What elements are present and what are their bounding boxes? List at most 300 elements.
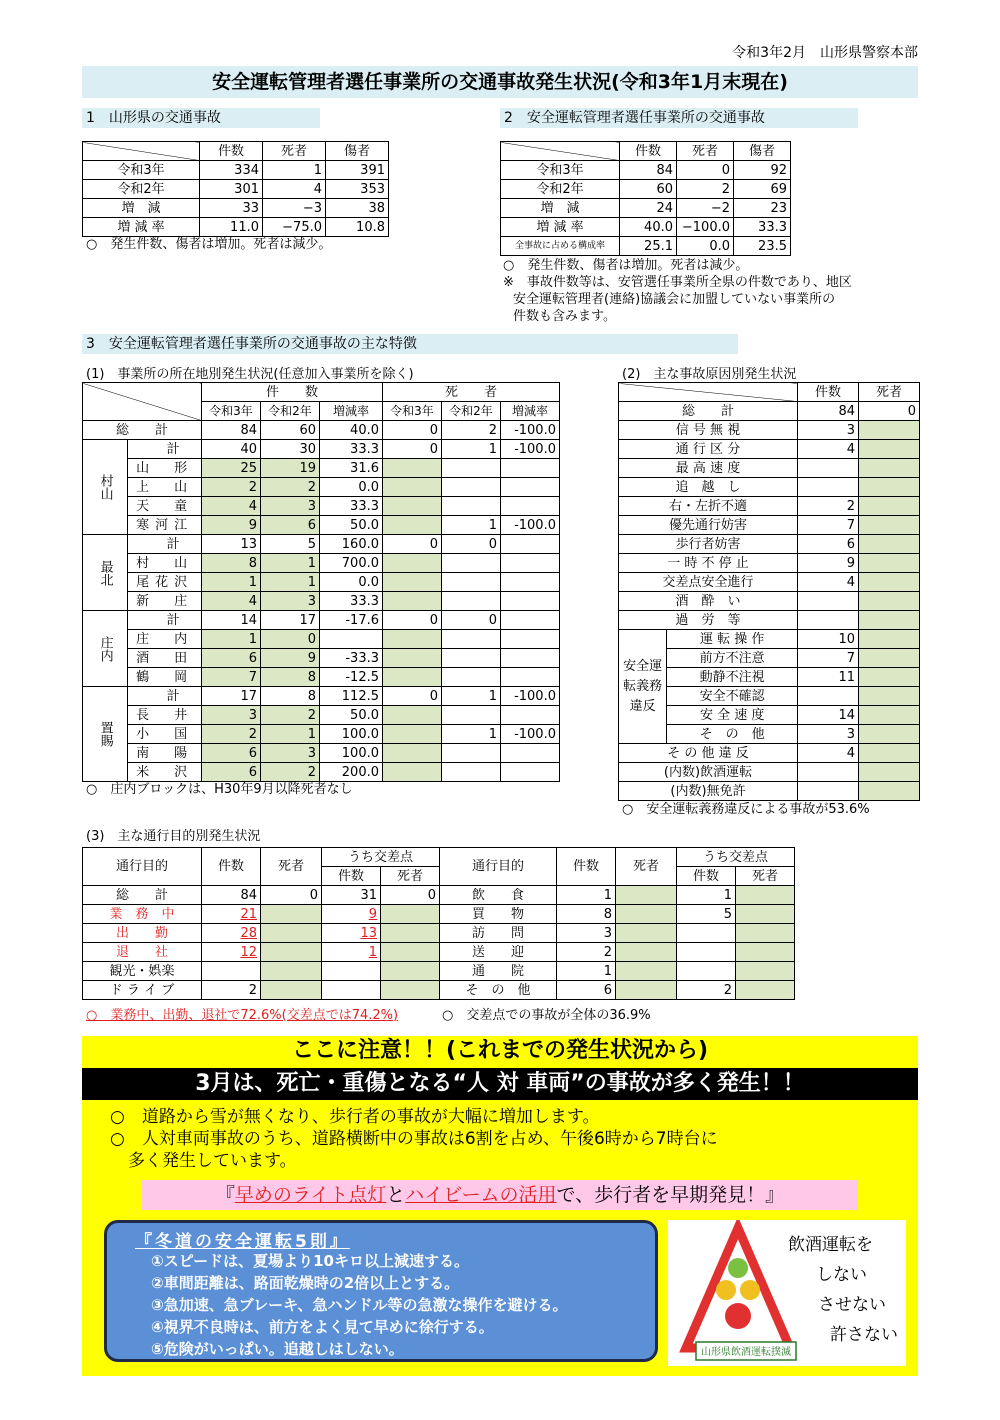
table-cell: -100.0 [501, 421, 560, 440]
block-label: 最北 [83, 535, 128, 611]
table-cell [381, 981, 440, 1000]
table-cell: 200.0 [320, 763, 383, 782]
table-cell: 0.0 [320, 478, 383, 497]
table-cell [677, 962, 736, 981]
table-cell: 10.8 [326, 218, 389, 237]
section-1-title: 1 山形県の交通事故 [82, 108, 320, 128]
table-cell: 0 [442, 535, 501, 554]
table-cell: −100.0 [677, 218, 734, 237]
winter-rules-box [104, 1220, 658, 1362]
table-cell: 3 [798, 725, 859, 744]
table-cell: 1 [202, 573, 261, 592]
row-label: 村 山 [128, 554, 202, 573]
table-cell [442, 668, 501, 687]
table-row [83, 535, 560, 554]
table-row [619, 630, 920, 649]
table-cell: 100.0 [320, 744, 383, 763]
row-label: (内数)無免許 [619, 782, 798, 801]
table-row [619, 516, 920, 535]
col-header: 傷者 [734, 142, 791, 161]
table-cell: 69 [734, 180, 791, 199]
purpose-table [82, 847, 795, 1000]
table-row [83, 905, 795, 924]
table-cell: 1 [202, 630, 261, 649]
table-cell: 40.0 [620, 218, 677, 237]
table-cell: 1 [442, 687, 501, 706]
table-cell [383, 744, 442, 763]
col-header: 件数 [557, 848, 616, 886]
table-row [83, 668, 560, 687]
table-cell: 30 [261, 440, 320, 459]
table-cell [798, 782, 859, 801]
table-row [619, 440, 920, 459]
table-cell: 4 [798, 440, 859, 459]
table-cell: 25 [202, 459, 261, 478]
table-cell: -12.5 [320, 668, 383, 687]
table-cell: 33.3 [734, 218, 791, 237]
table-cell: 31 [322, 886, 381, 905]
poster-line-3: させない [818, 1295, 886, 1315]
table-cell [442, 706, 501, 725]
table-cell [442, 744, 501, 763]
row-label: 令和3年 [501, 161, 620, 180]
col-header: 令和2年 [261, 402, 320, 421]
table-cell [859, 706, 920, 725]
table-cell [736, 962, 795, 981]
poster-seal-text: 山形県飲酒運転撲滅 [701, 1347, 791, 1358]
row-label: そ の 他 [440, 981, 557, 1000]
table-cell: 2 [202, 725, 261, 744]
slogan-open: 『 [215, 1184, 235, 1206]
row-label: 総 計 [83, 886, 202, 905]
table-cell: 23 [734, 199, 791, 218]
table-cell: 8 [261, 687, 320, 706]
row-label: 南 陽 [128, 744, 202, 763]
group-label: 安全運転義務違反 [619, 630, 667, 744]
table-cell: 1 [557, 962, 616, 981]
table-cell: -100.0 [501, 516, 560, 535]
t3-title: (3) 主な通行目的別発生状況 [86, 829, 261, 844]
table-cell: 0 [381, 886, 440, 905]
header-date-org: 令和3年2月 山形県警察本部 [732, 45, 918, 61]
col-header: 令和2年 [442, 402, 501, 421]
table-cell [261, 981, 322, 1000]
table-cell [501, 668, 560, 687]
row-label: (内数)飲酒運転 [619, 763, 798, 782]
block-label: 置賜 [83, 687, 128, 782]
table-cell [381, 962, 440, 981]
slogan-red-2: ハイビームの活用 [405, 1184, 557, 1206]
table-cell: 33.3 [320, 440, 383, 459]
table-cell [383, 725, 442, 744]
table-cell: 160.0 [320, 535, 383, 554]
table-cell: 9 [798, 554, 859, 573]
table-row [619, 744, 920, 763]
table-cell: 13 [322, 924, 381, 943]
table-cell: 4 [202, 592, 261, 611]
table-cell [383, 592, 442, 611]
table-cell: 8 [202, 554, 261, 573]
table-cell: 1 [442, 725, 501, 744]
table-cell: 10 [798, 630, 859, 649]
warning-line-2a: ○ 人対車両事故のうち、道路横断中の事故は6割を占め、午後6時から7時台に [110, 1129, 718, 1149]
poster-emblem-icon [668, 1220, 906, 1366]
corner-cell [619, 383, 798, 402]
table-row [501, 161, 791, 180]
table-cell: -100.0 [501, 440, 560, 459]
s1-note: ○ 発生件数、傷者は増加。死者は減少。 [86, 237, 332, 252]
col-header: 死者 [677, 142, 734, 161]
row-label: 計 [128, 535, 202, 554]
col-header: 死者 [261, 848, 322, 886]
table-cell [859, 611, 920, 630]
block-label: 庄内 [83, 611, 128, 687]
row-label: 酒 田 [128, 649, 202, 668]
table-cell [798, 459, 859, 478]
col-header: 傷者 [326, 142, 389, 161]
table-row [619, 573, 920, 592]
table-cell: 2 [261, 706, 320, 725]
table-row [83, 649, 560, 668]
table-cell: 4 [798, 744, 859, 763]
row-label: 信 号 無 視 [619, 421, 798, 440]
rule-item: ③急加速、急ブレーキ、急ハンドル等の急激な操作を避ける。 [151, 1296, 568, 1314]
total-row [619, 402, 920, 421]
table-cell: 3 [261, 497, 320, 516]
table-cell: 9 [261, 649, 320, 668]
table-cell: 0 [383, 535, 442, 554]
table-row [619, 782, 920, 801]
table-row [83, 962, 795, 981]
row-label: 飲 食 [440, 886, 557, 905]
table-cell: 6 [557, 981, 616, 1000]
poster-line-2: しない [816, 1265, 867, 1285]
block-label: 村山 [83, 440, 128, 535]
table-cell: 301 [200, 180, 263, 199]
table-cell: 0 [383, 440, 442, 459]
table-row [83, 687, 560, 706]
table-row [83, 161, 389, 180]
table-row [619, 478, 920, 497]
row-label: 通 行 区 分 [619, 440, 798, 459]
table-cell [859, 630, 920, 649]
col-header: 通行目的 [83, 848, 202, 886]
table-row [83, 744, 560, 763]
table-cell [859, 782, 920, 801]
table-cell [859, 744, 920, 763]
table-cell [859, 592, 920, 611]
s2-note-1: ○ 発生件数、傷者は増加。死者は減少。 [503, 258, 749, 273]
table-row [83, 218, 389, 237]
t1-title: (1) 事業所の所在地別発生状況(任意加入事業所を除く) [86, 367, 414, 382]
table-cell: 1 [442, 440, 501, 459]
table-cell [261, 924, 322, 943]
t2-title: (2) 主な事故原因別発生状況 [622, 367, 797, 382]
rules-title: 『冬道の安全運転5則』 [135, 1232, 350, 1252]
table-cell [501, 497, 560, 516]
table-cell [383, 668, 442, 687]
table-cell [501, 649, 560, 668]
table-cell: 84 [202, 421, 261, 440]
table-row [83, 706, 560, 725]
row-label: 右・左折不適 [619, 497, 798, 516]
row-label: 前方不注意 [667, 649, 798, 668]
warning-line-2b: 多く発生しています。 [128, 1151, 297, 1171]
table-cell: 2 [261, 763, 320, 782]
table-cell: 3 [202, 706, 261, 725]
table-row [501, 218, 791, 237]
table-cell: 38 [326, 199, 389, 218]
table-row [619, 535, 920, 554]
table-cell [322, 981, 381, 1000]
col-header: うち交差点 [322, 848, 440, 867]
table-cell: 40.0 [320, 421, 383, 440]
table-cell: −75.0 [263, 218, 326, 237]
col-header: 件数 [200, 142, 263, 161]
table-cell [442, 478, 501, 497]
table-cell: -100.0 [501, 725, 560, 744]
col-header: うち交差点 [677, 848, 795, 867]
table-cell [859, 554, 920, 573]
table-cell: 50.0 [320, 516, 383, 535]
poster-line-4: 許さない [830, 1325, 898, 1345]
cause-table [618, 382, 920, 801]
table-cell [798, 611, 859, 630]
table-cell [501, 611, 560, 630]
table-cell [442, 554, 501, 573]
table-cell [261, 943, 322, 962]
table-cell: 2 [677, 981, 736, 1000]
row-label: 追 越 し [619, 478, 798, 497]
table-cell [442, 573, 501, 592]
t3-note-2: ○ 交差点での事故が全体の36.9% [442, 1008, 651, 1023]
table-cell: 17 [261, 611, 320, 630]
table-cell: 0 [859, 402, 920, 421]
table-cell [736, 905, 795, 924]
row-label: 増 減 率 [83, 218, 200, 237]
table-cell [383, 630, 442, 649]
table-cell: 5 [677, 905, 736, 924]
table-cell: 2 [202, 981, 261, 1000]
table-row [619, 421, 920, 440]
table-cell [616, 924, 677, 943]
table-cell [798, 478, 859, 497]
table-cell: 2 [677, 180, 734, 199]
table-cell [383, 573, 442, 592]
table-cell: 0.0 [677, 237, 734, 256]
table-cell [859, 459, 920, 478]
table-cell: 4 [798, 573, 859, 592]
table-cell [859, 687, 920, 706]
col-header: 死者 [859, 383, 920, 402]
row-label: 増 減 率 [501, 218, 620, 237]
table-cell [261, 962, 322, 981]
section-2-title: 2 安全運転管理者選任事業所の交通事故 [500, 108, 858, 128]
table-cell [616, 905, 677, 924]
table-cell [442, 497, 501, 516]
table-cell: -100.0 [501, 687, 560, 706]
table-row [83, 478, 560, 497]
row-label: 観光・娯楽 [83, 962, 202, 981]
row-label: 優先通行妨害 [619, 516, 798, 535]
table-cell [736, 924, 795, 943]
table-cell [501, 763, 560, 782]
table-cell [383, 554, 442, 573]
table-cell: 2 [798, 497, 859, 516]
table-row [83, 180, 389, 199]
table-cell [442, 649, 501, 668]
table-cell: 0 [383, 687, 442, 706]
row-label: 交差点安全進行 [619, 573, 798, 592]
table-cell: 2 [557, 943, 616, 962]
table-cell [442, 459, 501, 478]
table-row [83, 611, 560, 630]
table-cell: 33.3 [320, 592, 383, 611]
table-cell: 92 [734, 161, 791, 180]
table-cell: 7 [202, 668, 261, 687]
col-header: 増減率 [320, 402, 383, 421]
table-cell [616, 943, 677, 962]
table-cell: 1 [263, 161, 326, 180]
row-label: 出 勤 [83, 924, 202, 943]
table-cell [383, 497, 442, 516]
slogan-red-1: 早めのライト点灯 [234, 1184, 387, 1206]
page-title: 安全運転管理者選任事業所の交通事故発生状況(令和3年1月末現在) [82, 66, 918, 98]
group-header-shisha: 死 者 [383, 383, 560, 402]
table-cell [736, 981, 795, 1000]
table-cell: 112.5 [320, 687, 383, 706]
table-cell [859, 478, 920, 497]
corner-cell [501, 142, 620, 161]
table-cell [320, 630, 383, 649]
table-cell: 0 [261, 886, 322, 905]
table-cell: 17 [202, 687, 261, 706]
row-label: 増 減 [501, 199, 620, 218]
table-cell: 13 [202, 535, 261, 554]
table-row [83, 592, 560, 611]
row-label: 一 時 不 停 止 [619, 554, 798, 573]
row-label: 総 計 [619, 402, 798, 421]
table-row [83, 763, 560, 782]
table-cell: 84 [620, 161, 677, 180]
col-header: 件数 [620, 142, 677, 161]
table-row [619, 592, 920, 611]
table-cell [383, 516, 442, 535]
row-label: 計 [128, 440, 202, 459]
table-cell [383, 478, 442, 497]
table-cell: 24 [620, 199, 677, 218]
col-header: 件数 [202, 848, 261, 886]
s1-table [82, 141, 389, 237]
row-label: 動静不注視 [667, 668, 798, 687]
table-cell [859, 516, 920, 535]
table-cell [736, 943, 795, 962]
table-cell: 0 [383, 611, 442, 630]
table-cell [442, 630, 501, 649]
warning-text [110, 1106, 900, 1172]
table-cell: 334 [200, 161, 263, 180]
table-cell: 353 [326, 180, 389, 199]
table-cell [859, 763, 920, 782]
row-label: 鶴 岡 [128, 668, 202, 687]
row-label: ド ラ イ ブ [83, 981, 202, 1000]
table-cell: 6 [798, 535, 859, 554]
table-cell [383, 649, 442, 668]
col-header: 件数 [322, 867, 381, 886]
location-table [82, 382, 560, 782]
table-cell [501, 573, 560, 592]
col-header: 令和3年 [202, 402, 261, 421]
table-cell [859, 440, 920, 459]
table-cell: 31.6 [320, 459, 383, 478]
rule-item: ①スピードは、夏場より10キロ以上減速する。 [151, 1252, 469, 1270]
table-cell: 60 [620, 180, 677, 199]
col-header: 死者 [736, 867, 795, 886]
table-cell: 33.3 [320, 497, 383, 516]
row-label: 過 労 等 [619, 611, 798, 630]
table-cell: 8 [261, 668, 320, 687]
table-cell: −2 [677, 199, 734, 218]
table-cell [501, 630, 560, 649]
table-cell: 391 [326, 161, 389, 180]
row-label: 業 務 中 [83, 905, 202, 924]
s2-note-2b: 安全運転管理者(連絡)協議会に加盟していない事業所の [513, 292, 836, 307]
col-header: 件数 [798, 383, 859, 402]
table-cell [381, 924, 440, 943]
table-row [83, 440, 560, 459]
table-cell: 1 [261, 725, 320, 744]
table-cell: 28 [202, 924, 261, 943]
table-cell [442, 592, 501, 611]
table-cell: -17.6 [320, 611, 383, 630]
row-label: 令和3年 [83, 161, 200, 180]
table-row [83, 554, 560, 573]
table-cell: 4 [263, 180, 326, 199]
t2-note: ○ 安全運転義務違反による事故が53.6% [622, 802, 870, 817]
table-cell: 40 [202, 440, 261, 459]
table-cell [859, 649, 920, 668]
table-cell: 0 [442, 611, 501, 630]
group-header-kensu: 件 数 [202, 383, 383, 402]
rule-item: ⑤危険がいっぱい。追越しはしない。 [151, 1340, 404, 1358]
table-cell [859, 668, 920, 687]
col-header: 令和3年 [383, 402, 442, 421]
table-cell [501, 744, 560, 763]
table-cell [383, 763, 442, 782]
t3-note-red: ○ 業務中、出勤、退社で72.6%(交差点では74.2%) [86, 1008, 399, 1023]
rule-item: ②車間距離は、路面乾燥時の2倍以上とする。 [151, 1274, 460, 1292]
row-label: 新 庄 [128, 592, 202, 611]
row-label: 運 転 操 作 [667, 630, 798, 649]
table-cell [261, 905, 322, 924]
table-cell: 6 [202, 649, 261, 668]
table-row [501, 180, 791, 199]
poster-line-1: 飲酒運転を [788, 1235, 873, 1255]
table-cell: 2 [442, 421, 501, 440]
table-cell: 1 [322, 943, 381, 962]
total-row [83, 421, 560, 440]
table-cell [501, 459, 560, 478]
table-cell: 9 [322, 905, 381, 924]
table-cell [798, 592, 859, 611]
row-label: そ の 他 違 反 [619, 744, 798, 763]
table-cell: 3 [261, 592, 320, 611]
row-label: 歩行者妨害 [619, 535, 798, 554]
t1-note: ○ 庄内ブロックは、H30年9月以降死者なし [86, 782, 353, 797]
table-cell: 0 [383, 421, 442, 440]
table-cell [442, 763, 501, 782]
row-label: 酒 酔 い [619, 592, 798, 611]
